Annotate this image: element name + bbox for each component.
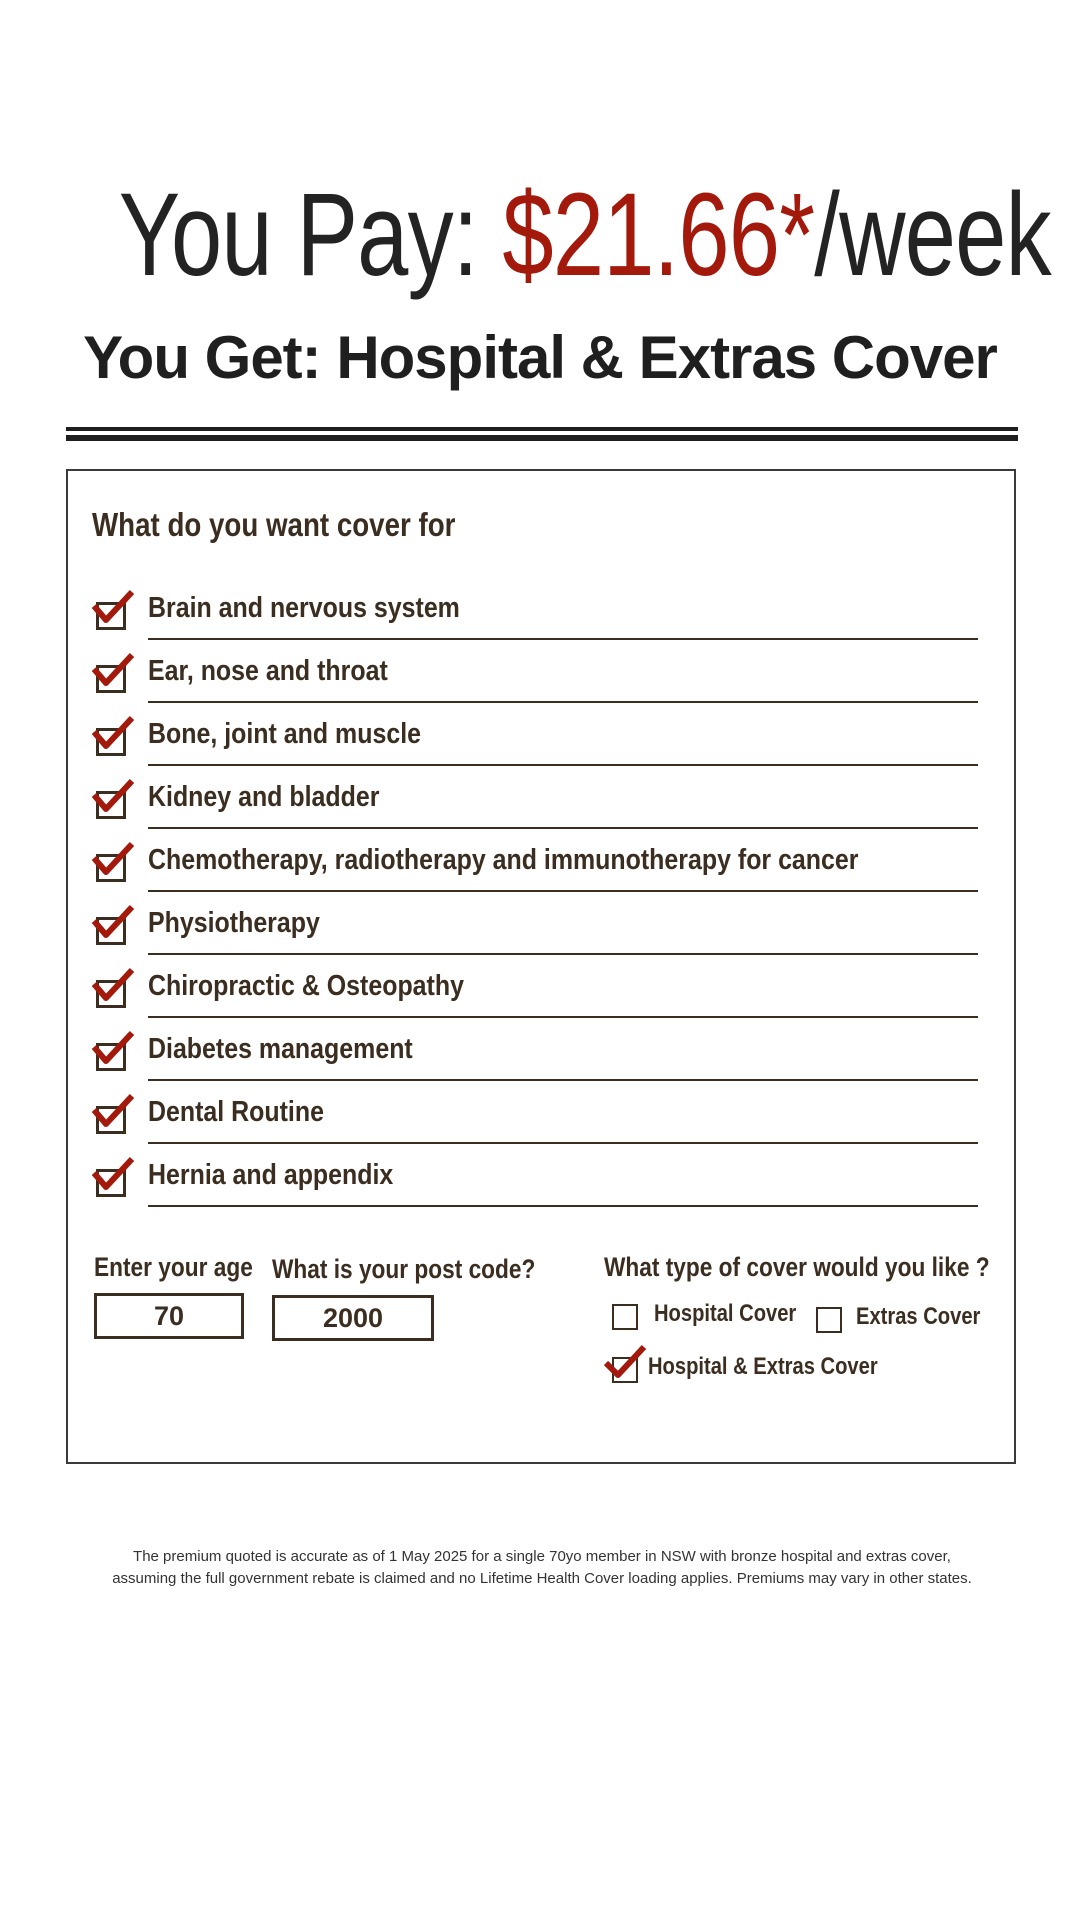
row-underline <box>148 1079 978 1081</box>
cover-item-label: Bone, joint and muscle <box>148 718 421 750</box>
age-label: Enter your age <box>94 1252 253 1282</box>
checkmark-icon <box>90 840 136 880</box>
cover-item-label: Ear, nose and throat <box>148 655 388 687</box>
cover-item-label: Dental Routine <box>148 1096 324 1128</box>
row-underline <box>148 1142 978 1144</box>
headline-suffix: /week <box>814 169 1051 301</box>
checkmark-icon <box>90 777 136 817</box>
checkbox[interactable] <box>816 1307 842 1333</box>
cover-item-kidney[interactable] <box>92 769 982 832</box>
cover-item-label: Hernia and appendix <box>148 1159 394 1191</box>
weekly-price: $21.66* <box>502 169 815 301</box>
cover-item-bone[interactable] <box>92 706 982 769</box>
postcode-input[interactable]: 2000 <box>272 1295 434 1341</box>
row-underline <box>148 638 978 640</box>
checkmark-icon <box>90 966 136 1006</box>
price-headline <box>118 169 1051 301</box>
cover-item-physiotherapy[interactable] <box>92 895 982 958</box>
checkmark-icon <box>90 1155 136 1195</box>
cover-item-diabetes[interactable] <box>92 1021 982 1084</box>
row-underline <box>148 953 978 955</box>
cover-item-ent[interactable] <box>92 643 982 706</box>
cover-item-label: Brain and nervous system <box>148 592 460 624</box>
divider-thick <box>66 435 1018 441</box>
cover-item-brain[interactable] <box>92 580 982 643</box>
checkbox[interactable] <box>612 1304 638 1330</box>
cover-item-label: Kidney and bladder <box>148 781 380 813</box>
row-underline <box>148 827 978 829</box>
row-underline <box>148 701 978 703</box>
checkmark-icon <box>604 1343 648 1383</box>
cover-item-dental[interactable] <box>92 1084 982 1147</box>
cover-item-hernia[interactable] <box>92 1147 982 1210</box>
cover-item-label: Chiropractic & Osteopathy <box>148 970 464 1002</box>
cover-item-chiropractic[interactable] <box>92 958 982 1021</box>
divider-thin <box>66 427 1018 431</box>
row-underline <box>148 764 978 766</box>
cover-item-chemotherapy[interactable] <box>92 832 982 895</box>
row-underline <box>148 890 978 892</box>
row-underline <box>148 1205 978 1207</box>
row-underline <box>148 1016 978 1018</box>
cover-question-heading: What do you want cover for <box>92 506 456 543</box>
postcode-label: What is your post code? <box>272 1254 536 1284</box>
checkmark-icon <box>90 651 136 691</box>
premium-disclaimer <box>66 1546 1018 1590</box>
cover-item-label: Chemotherapy, radiotherapy and immunotherapy for cancer <box>148 844 859 876</box>
cover-item-label: Diabetes management <box>148 1033 413 1065</box>
checkmark-icon <box>90 1029 136 1069</box>
option-label: Hospital & Extras Cover <box>648 1353 878 1380</box>
option-label: Hospital Cover <box>654 1300 797 1327</box>
headline-prefix: You Pay: <box>118 169 503 301</box>
disclaimer-line-1: The premium quoted is accurate as of 1 May 2025 for a single 70yo member in NSW with bronze hospital and extras cover, <box>133 1548 951 1565</box>
option-label: Extras Cover <box>856 1303 981 1330</box>
cover-item-label: Physiotherapy <box>148 907 320 939</box>
cover-summary-heading: You Get: Hospital & Extras Cover <box>83 324 997 391</box>
checkmark-icon <box>90 903 136 943</box>
disclaimer-line-2: assuming the full government rebate is claimed and no Lifetime Health Cover loading applies. Premiums may vary in other states. <box>112 1570 972 1587</box>
checkmark-icon <box>90 1092 136 1132</box>
age-input[interactable]: 70 <box>94 1293 244 1339</box>
checkmark-icon <box>90 714 136 754</box>
cover-type-label: What type of cover would you like ? <box>604 1252 990 1282</box>
checkmark-icon <box>90 588 136 628</box>
